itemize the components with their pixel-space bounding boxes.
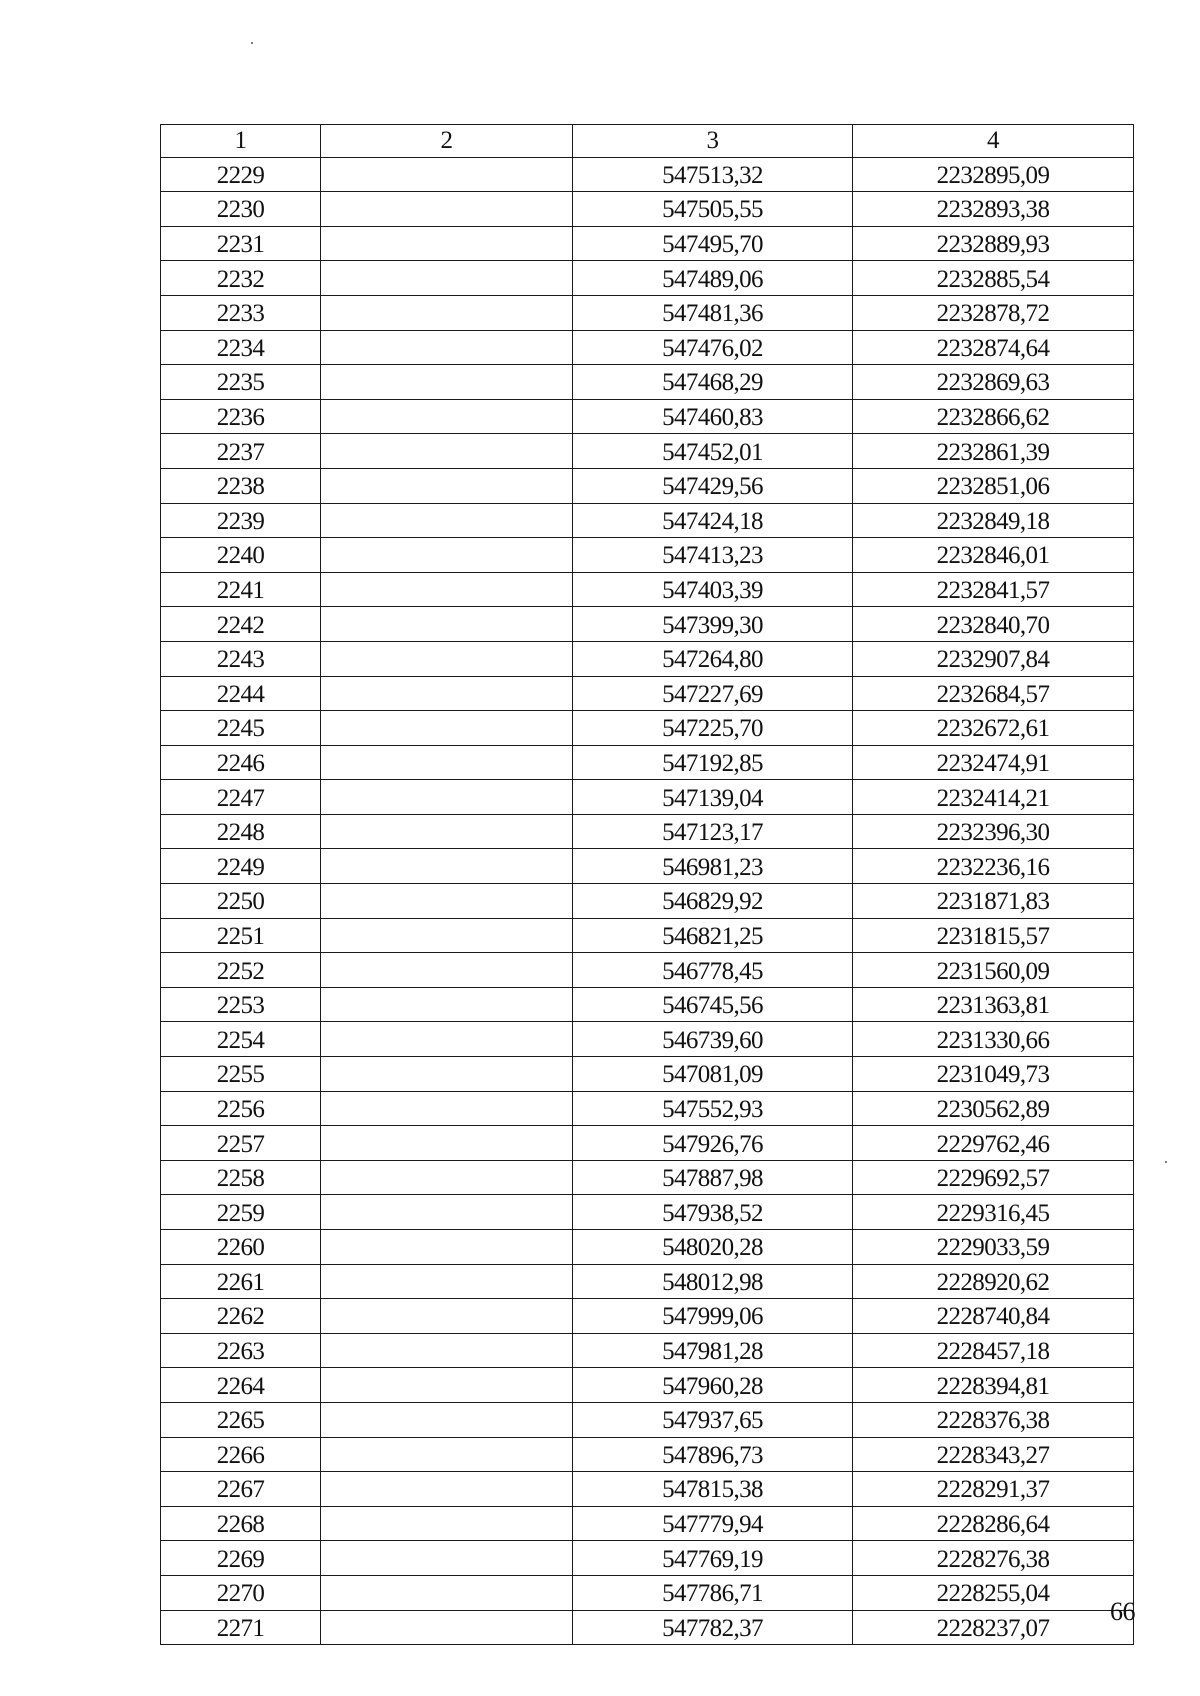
point-number-cell: 2243	[161, 641, 321, 676]
point-number-cell: 2259	[161, 1195, 321, 1230]
table-row	[161, 330, 1134, 365]
point-number-cell: 2230	[161, 192, 321, 227]
point-number-cell: 2261	[161, 1264, 321, 1299]
point-number-cell: 2255	[161, 1057, 321, 1092]
y-coordinate-cell: 2232396,30	[853, 814, 1134, 849]
y-coordinate-cell: 2228740,84	[853, 1299, 1134, 1334]
x-coordinate-cell: 546739,60	[573, 1022, 853, 1057]
table-row	[161, 434, 1134, 469]
table-row	[161, 1610, 1134, 1645]
point-number-cell: 2240	[161, 538, 321, 573]
empty-cell	[321, 1506, 573, 1541]
x-coordinate-cell: 547786,71	[573, 1575, 853, 1610]
point-number-cell: 2242	[161, 607, 321, 642]
point-number-cell: 2235	[161, 365, 321, 400]
y-coordinate-cell: 2232874,64	[853, 330, 1134, 365]
empty-cell	[321, 192, 573, 227]
y-coordinate-cell: 2232474,91	[853, 745, 1134, 780]
table-row	[161, 1541, 1134, 1576]
empty-cell	[321, 1299, 573, 1334]
empty-cell	[321, 676, 573, 711]
x-coordinate-cell: 548012,98	[573, 1264, 853, 1299]
x-coordinate-cell: 547887,98	[573, 1160, 853, 1195]
point-number-cell: 2238	[161, 468, 321, 503]
y-coordinate-cell: 2232907,84	[853, 641, 1134, 676]
point-number-cell: 2246	[161, 745, 321, 780]
point-number-cell: 2254	[161, 1022, 321, 1057]
table-body	[161, 157, 1134, 1645]
x-coordinate-cell: 547264,80	[573, 641, 853, 676]
scan-speck	[1165, 1161, 1167, 1163]
empty-cell	[321, 745, 573, 780]
table-row	[161, 987, 1134, 1022]
x-coordinate-cell: 547779,94	[573, 1506, 853, 1541]
table-row	[161, 1299, 1134, 1334]
y-coordinate-cell: 2232866,62	[853, 399, 1134, 434]
table-row	[161, 261, 1134, 296]
table-row	[161, 849, 1134, 884]
empty-cell	[321, 538, 573, 573]
x-coordinate-cell: 547489,06	[573, 261, 853, 296]
y-coordinate-cell: 2232846,01	[853, 538, 1134, 573]
table-row	[161, 780, 1134, 815]
table-row	[161, 157, 1134, 192]
x-coordinate-cell: 547769,19	[573, 1541, 853, 1576]
point-number-cell: 2265	[161, 1402, 321, 1437]
point-number-cell: 2264	[161, 1368, 321, 1403]
x-coordinate-cell: 547815,38	[573, 1472, 853, 1507]
table-row	[161, 711, 1134, 746]
table-header-row	[161, 125, 1134, 158]
table-row	[161, 1195, 1134, 1230]
y-coordinate-cell: 2231815,57	[853, 918, 1134, 953]
y-coordinate-cell: 2232878,72	[853, 295, 1134, 330]
x-coordinate-cell: 547452,01	[573, 434, 853, 469]
y-coordinate-cell: 2229033,59	[853, 1230, 1134, 1265]
empty-cell	[321, 953, 573, 988]
x-coordinate-cell: 547139,04	[573, 780, 853, 815]
table-row	[161, 538, 1134, 573]
point-number-cell: 2239	[161, 503, 321, 538]
point-number-cell: 2250	[161, 884, 321, 919]
x-coordinate-cell: 547552,93	[573, 1091, 853, 1126]
point-number-cell: 2234	[161, 330, 321, 365]
point-number-cell: 2232	[161, 261, 321, 296]
empty-cell	[321, 399, 573, 434]
x-coordinate-cell: 547481,36	[573, 295, 853, 330]
point-number-cell: 2231	[161, 226, 321, 261]
table-row	[161, 607, 1134, 642]
coordinates-table	[160, 124, 1134, 1645]
empty-cell	[321, 503, 573, 538]
point-number-cell: 2236	[161, 399, 321, 434]
x-coordinate-cell: 547424,18	[573, 503, 853, 538]
x-coordinate-cell: 547981,28	[573, 1333, 853, 1368]
point-number-cell: 2251	[161, 918, 321, 953]
column-header-2: 2	[321, 125, 573, 158]
x-coordinate-cell: 547937,65	[573, 1402, 853, 1437]
y-coordinate-cell: 2228343,27	[853, 1437, 1134, 1472]
y-coordinate-cell: 2232893,38	[853, 192, 1134, 227]
x-coordinate-cell: 546981,23	[573, 849, 853, 884]
y-coordinate-cell: 2232840,70	[853, 607, 1134, 642]
empty-cell	[321, 330, 573, 365]
column-header-4: 4	[853, 125, 1134, 158]
point-number-cell: 2258	[161, 1160, 321, 1195]
point-number-cell: 2247	[161, 780, 321, 815]
table-row	[161, 953, 1134, 988]
y-coordinate-cell: 2232841,57	[853, 572, 1134, 607]
table-row	[161, 295, 1134, 330]
x-coordinate-cell: 547926,76	[573, 1126, 853, 1161]
y-coordinate-cell: 2229762,46	[853, 1126, 1134, 1161]
x-coordinate-cell: 547495,70	[573, 226, 853, 261]
empty-cell	[321, 884, 573, 919]
y-coordinate-cell: 2232684,57	[853, 676, 1134, 711]
empty-cell	[321, 1091, 573, 1126]
empty-cell	[321, 295, 573, 330]
table-row	[161, 1368, 1134, 1403]
x-coordinate-cell: 546821,25	[573, 918, 853, 953]
y-coordinate-cell: 2231871,83	[853, 884, 1134, 919]
point-number-cell: 2249	[161, 849, 321, 884]
empty-cell	[321, 434, 573, 469]
empty-cell	[321, 226, 573, 261]
point-number-cell: 2271	[161, 1610, 321, 1645]
y-coordinate-cell: 2232672,61	[853, 711, 1134, 746]
table-row	[161, 503, 1134, 538]
y-coordinate-cell: 2229692,57	[853, 1160, 1134, 1195]
empty-cell	[321, 1575, 573, 1610]
point-number-cell: 2245	[161, 711, 321, 746]
y-coordinate-cell: 2232851,06	[853, 468, 1134, 503]
table-row	[161, 192, 1134, 227]
empty-cell	[321, 641, 573, 676]
table-row	[161, 1022, 1134, 1057]
empty-cell	[321, 918, 573, 953]
empty-cell	[321, 365, 573, 400]
table-row	[161, 641, 1134, 676]
empty-cell	[321, 1368, 573, 1403]
table-row	[161, 1437, 1134, 1472]
y-coordinate-cell: 2231560,09	[853, 953, 1134, 988]
empty-cell	[321, 1610, 573, 1645]
x-coordinate-cell: 547227,69	[573, 676, 853, 711]
table-row	[161, 918, 1134, 953]
point-number-cell: 2237	[161, 434, 321, 469]
x-coordinate-cell: 548020,28	[573, 1230, 853, 1265]
y-coordinate-cell: 2232414,21	[853, 780, 1134, 815]
table-row	[161, 1575, 1134, 1610]
x-coordinate-cell: 547123,17	[573, 814, 853, 849]
point-number-cell: 2248	[161, 814, 321, 849]
point-number-cell: 2260	[161, 1230, 321, 1265]
table-row	[161, 1264, 1134, 1299]
table-row	[161, 1126, 1134, 1161]
table-row	[161, 1333, 1134, 1368]
y-coordinate-cell: 2228376,38	[853, 1402, 1134, 1437]
empty-cell	[321, 1126, 573, 1161]
y-coordinate-cell: 2228457,18	[853, 1333, 1134, 1368]
empty-cell	[321, 157, 573, 192]
empty-cell	[321, 607, 573, 642]
point-number-cell: 2267	[161, 1472, 321, 1507]
empty-cell	[321, 572, 573, 607]
empty-cell	[321, 780, 573, 815]
x-coordinate-cell: 547192,85	[573, 745, 853, 780]
point-number-cell: 2244	[161, 676, 321, 711]
empty-cell	[321, 1333, 573, 1368]
table-row	[161, 1091, 1134, 1126]
table-row	[161, 676, 1134, 711]
empty-cell	[321, 1057, 573, 1092]
point-number-cell: 2266	[161, 1437, 321, 1472]
column-header-1: 1	[161, 125, 321, 158]
y-coordinate-cell: 2232849,18	[853, 503, 1134, 538]
table-row	[161, 1057, 1134, 1092]
empty-cell	[321, 1402, 573, 1437]
empty-cell	[321, 1022, 573, 1057]
scan-speck	[251, 42, 253, 44]
x-coordinate-cell: 547225,70	[573, 711, 853, 746]
point-number-cell: 2263	[161, 1333, 321, 1368]
empty-cell	[321, 1264, 573, 1299]
table-row	[161, 1506, 1134, 1541]
x-coordinate-cell: 547476,02	[573, 330, 853, 365]
x-coordinate-cell: 547938,52	[573, 1195, 853, 1230]
x-coordinate-cell: 547403,39	[573, 572, 853, 607]
x-coordinate-cell: 547896,73	[573, 1437, 853, 1472]
empty-cell	[321, 814, 573, 849]
table-row	[161, 745, 1134, 780]
point-number-cell: 2229	[161, 157, 321, 192]
table-row	[161, 399, 1134, 434]
x-coordinate-cell: 547960,28	[573, 1368, 853, 1403]
table-row	[161, 884, 1134, 919]
empty-cell	[321, 468, 573, 503]
y-coordinate-cell: 2231330,66	[853, 1022, 1134, 1057]
y-coordinate-cell: 2231363,81	[853, 987, 1134, 1022]
table-row	[161, 468, 1134, 503]
x-coordinate-cell: 547429,56	[573, 468, 853, 503]
y-coordinate-cell: 2228291,37	[853, 1472, 1134, 1507]
x-coordinate-cell: 547413,23	[573, 538, 853, 573]
x-coordinate-cell: 547513,32	[573, 157, 853, 192]
y-coordinate-cell: 2232869,63	[853, 365, 1134, 400]
point-number-cell: 2262	[161, 1299, 321, 1334]
x-coordinate-cell: 546745,56	[573, 987, 853, 1022]
empty-cell	[321, 1472, 573, 1507]
point-number-cell: 2257	[161, 1126, 321, 1161]
x-coordinate-cell: 547999,06	[573, 1299, 853, 1334]
point-number-cell: 2256	[161, 1091, 321, 1126]
point-number-cell: 2253	[161, 987, 321, 1022]
empty-cell	[321, 849, 573, 884]
table-row	[161, 814, 1134, 849]
empty-cell	[321, 1195, 573, 1230]
point-number-cell: 2270	[161, 1575, 321, 1610]
x-coordinate-cell: 547399,30	[573, 607, 853, 642]
y-coordinate-cell: 2228237,07	[853, 1610, 1134, 1645]
point-number-cell: 2269	[161, 1541, 321, 1576]
empty-cell	[321, 261, 573, 296]
table-row	[161, 1402, 1134, 1437]
x-coordinate-cell: 547081,09	[573, 1057, 853, 1092]
point-number-cell: 2252	[161, 953, 321, 988]
empty-cell	[321, 1541, 573, 1576]
table-row	[161, 226, 1134, 261]
y-coordinate-cell: 2232895,09	[853, 157, 1134, 192]
table-row	[161, 1160, 1134, 1195]
y-coordinate-cell: 2228394,81	[853, 1368, 1134, 1403]
table-row	[161, 1230, 1134, 1265]
y-coordinate-cell: 2232889,93	[853, 226, 1134, 261]
table-row	[161, 1472, 1134, 1507]
empty-cell	[321, 1230, 573, 1265]
x-coordinate-cell: 547468,29	[573, 365, 853, 400]
y-coordinate-cell: 2228286,64	[853, 1506, 1134, 1541]
empty-cell	[321, 711, 573, 746]
table-row	[161, 365, 1134, 400]
page-number: 66	[1110, 1597, 1135, 1626]
y-coordinate-cell: 2229316,45	[853, 1195, 1134, 1230]
y-coordinate-cell: 2232861,39	[853, 434, 1134, 469]
point-number-cell: 2268	[161, 1506, 321, 1541]
x-coordinate-cell: 546829,92	[573, 884, 853, 919]
point-number-cell: 2241	[161, 572, 321, 607]
y-coordinate-cell: 2228255,04	[853, 1575, 1134, 1610]
table-row	[161, 572, 1134, 607]
y-coordinate-cell: 2228276,38	[853, 1541, 1134, 1576]
y-coordinate-cell: 2228920,62	[853, 1264, 1134, 1299]
y-coordinate-cell: 2232885,54	[853, 261, 1134, 296]
x-coordinate-cell: 547460,83	[573, 399, 853, 434]
empty-cell	[321, 1437, 573, 1472]
x-coordinate-cell: 547782,37	[573, 1610, 853, 1645]
empty-cell	[321, 1160, 573, 1195]
y-coordinate-cell: 2231049,73	[853, 1057, 1134, 1092]
y-coordinate-cell: 2232236,16	[853, 849, 1134, 884]
x-coordinate-cell: 547505,55	[573, 192, 853, 227]
empty-cell	[321, 987, 573, 1022]
y-coordinate-cell: 2230562,89	[853, 1091, 1134, 1126]
x-coordinate-cell: 546778,45	[573, 953, 853, 988]
point-number-cell: 2233	[161, 295, 321, 330]
column-header-3: 3	[573, 125, 853, 158]
